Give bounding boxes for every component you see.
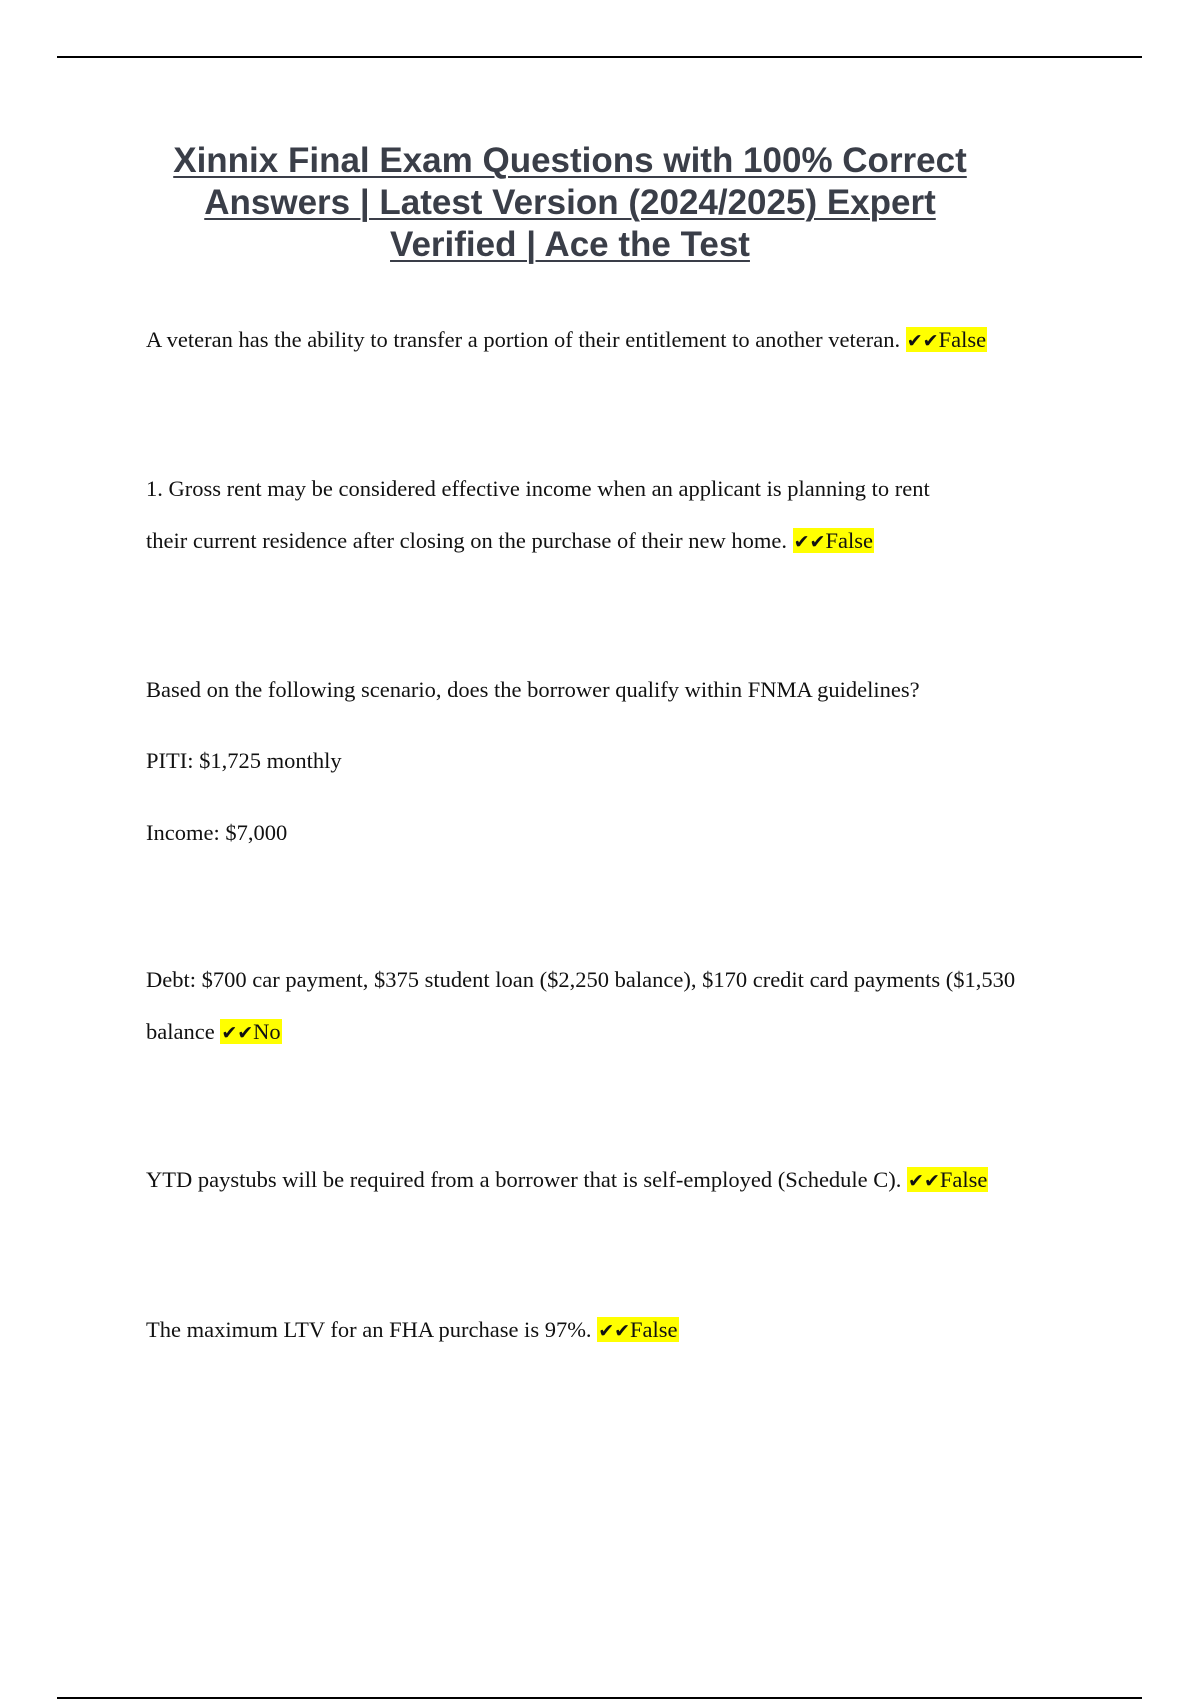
check-icon: ✔✔ (906, 330, 939, 352)
question-text: Debt: $700 car payment, $375 student loan ($2,250 balance), $170 credit card payments ($1,530 (146, 967, 1016, 992)
answer-highlight (907, 1167, 988, 1192)
answer-text: False (938, 327, 987, 352)
check-icon: ✔✔ (221, 1022, 254, 1044)
answer-highlight (793, 528, 874, 553)
title-line: Verified | Ace the Test (390, 225, 750, 264)
title-line: Answers | Latest Version (2024/2025) Expert (204, 183, 936, 222)
check-icon: ✔✔ (793, 531, 826, 553)
footer-rule (57, 1697, 1142, 1699)
question-text: The maximum LTV for an FHA purchase is 97%. (146, 1317, 592, 1342)
answer-text: False (939, 1167, 988, 1192)
question-item (146, 1304, 1066, 1357)
scenario-income: Income: $7,000 (146, 820, 288, 845)
question-text: Based on the following scenario, does the borrower qualify within FNMA guidelines? (146, 677, 920, 702)
question-item (146, 463, 1066, 568)
header-rule (57, 56, 1142, 58)
question-text: 1. Gross rent may be considered effective income when an applicant is planning to rent (146, 476, 930, 501)
question-text: their current residence after closing on the purchase of their new home. (146, 528, 787, 553)
question-text: YTD paystubs will be required from a borrower that is self-employed (Schedule C). (146, 1167, 902, 1192)
document-title (120, 140, 1020, 266)
scenario-piti: PITI: $1,725 monthly (146, 748, 342, 773)
question-text: A veteran has the ability to transfer a portion of their entitlement to another veteran. (146, 327, 901, 352)
question-item (146, 314, 1066, 367)
check-icon: ✔✔ (598, 1320, 631, 1342)
question-item (146, 664, 1066, 716)
answer-text: No (253, 1019, 281, 1044)
check-icon: ✔✔ (908, 1170, 940, 1192)
answer-highlight (597, 1317, 678, 1342)
scenario-debt (146, 954, 1066, 1059)
title-line: Xinnix Final Exam Questions with 100% Correct (173, 141, 967, 180)
question-text: balance (146, 1019, 215, 1044)
answer-text: False (825, 528, 873, 553)
answer-text: False (630, 1317, 678, 1342)
answer-highlight (906, 327, 987, 352)
question-item (146, 1154, 1066, 1207)
answer-highlight (220, 1019, 281, 1044)
